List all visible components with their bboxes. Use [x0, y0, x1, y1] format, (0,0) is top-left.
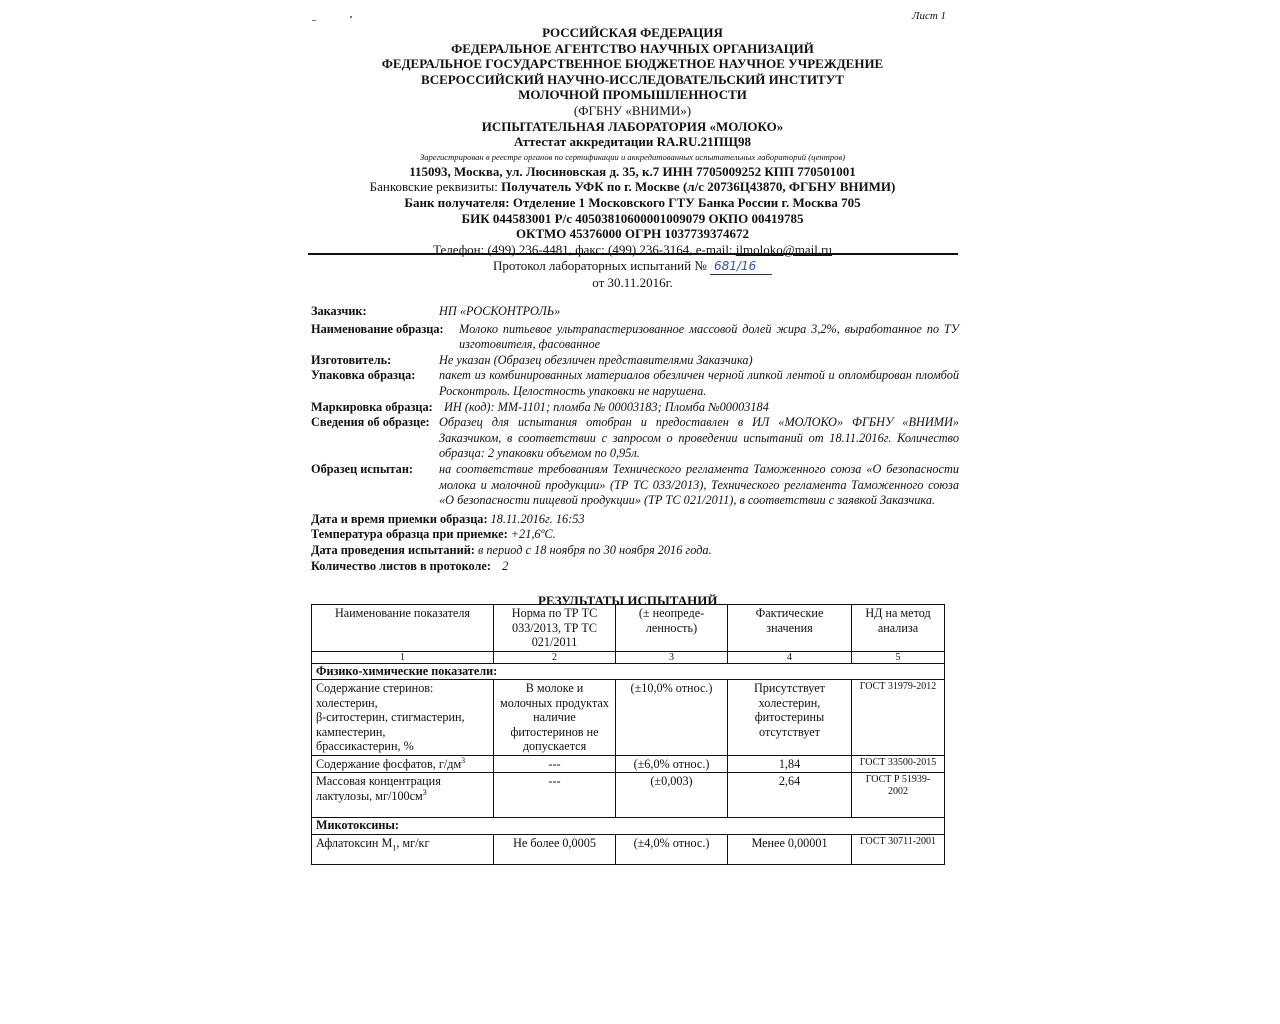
scan-speck	[350, 16, 352, 18]
document-header	[300, 25, 965, 257]
info-row-package	[311, 368, 959, 399]
info-value: 2	[502, 558, 509, 573]
info-label: Температура образца при приемке:	[311, 527, 508, 542]
bank-recipient: Получатель УФК по г. Москве (л/с 20736Ц43870, ФГБНУ ВНИМИ)	[501, 179, 896, 195]
table-row	[312, 680, 945, 756]
address: 115093, Москва, ул. Люсиновская д. 35, к.7 ИНН 7705009252 КПП 770501001	[409, 163, 856, 179]
indicator-name	[312, 773, 494, 818]
superscript: 3	[461, 755, 466, 765]
info-value: на соответствие требованиям Технического регламента Таможенного союза «О безопасности молока и молочной продукции» (ТР ТС 033/2013), Технического регламента Таможенного союза «О безопасности пищевой продукции» (ТР ТС 021/2011), в соответствии с заявкой Заказчика.	[439, 461, 959, 508]
phone-fax: Телефон: (499) 236-4481, факс: (499) 236-3164, e-mail:	[433, 241, 736, 257]
accreditation: Аттестат аккредитации RA.RU.21ПЩ98	[513, 134, 752, 150]
section-title: Микотоксины:	[312, 818, 945, 835]
header-cell: Наименование показателя	[312, 605, 494, 652]
indicator-text: Массовая концентрация лактулозы, мг/100см	[316, 774, 441, 803]
info-label: Образец испытан:	[311, 461, 414, 476]
table-row	[312, 834, 945, 865]
scan-speck	[312, 20, 316, 21]
column-number: 2	[494, 651, 616, 663]
info-row-marking	[311, 400, 959, 416]
bik-account: БИК 044583001 Р/с 40503810600001009079 ОКПО 00419785	[461, 210, 804, 226]
bank-details	[300, 179, 965, 195]
actual-value: Менее 0,00001	[728, 834, 852, 865]
indicator-line: β-ситостерин, стигмастерин,	[316, 710, 465, 724]
method-value: ГОСТ 33500-2015	[852, 755, 945, 773]
method-value: ГОСТ 31979-2012	[852, 680, 945, 756]
subscript: 1	[392, 842, 397, 852]
section-title: Физико-химические показатели:	[312, 663, 945, 680]
bank-label: Банковские реквизиты:	[369, 179, 498, 195]
header-divider	[308, 253, 958, 255]
section-row	[312, 663, 945, 680]
info-value: Не указан (Образец обезличен представителями Заказчика)	[439, 352, 753, 367]
header-cell: Фактические значения	[728, 605, 852, 652]
header-line: РОССИЙСКАЯ ФЕДЕРАЦИЯ	[542, 25, 723, 40]
info-label: Заказчик:	[311, 304, 367, 318]
info-label: Маркировка образца:	[311, 399, 433, 414]
uncertainty-value: (±10,0% относ.)	[616, 680, 728, 756]
uncertainty-value: (±6,0% относ.)	[616, 755, 728, 773]
uncertainty-value: (±0,003)	[616, 773, 728, 818]
indicator-text: Афлатоксин М	[316, 835, 393, 850]
indicator-unit: , мг/кг	[396, 835, 430, 850]
column-number: 5	[852, 651, 945, 663]
superscript: 3	[422, 787, 427, 797]
header-cell: НД на метод анализа	[852, 605, 945, 652]
info-row-test-dates	[311, 543, 959, 559]
section-row	[312, 818, 945, 835]
results-title-text: РЕЗУЛЬТАТЫ ИСПЫТАНИЙ	[538, 593, 718, 608]
email-link[interactable]: ilmoloko@mail.ru	[735, 241, 832, 257]
table-row	[312, 755, 945, 773]
info-label: Дата и время приемки образца:	[311, 511, 488, 526]
info-label: Дата проведения испытаний:	[311, 542, 475, 557]
info-row-customer	[311, 304, 959, 320]
indicator-line: брассикастерин, %	[316, 739, 414, 753]
info-label: Количество листов в протоколе:	[311, 558, 491, 573]
info-row-tested	[311, 462, 959, 509]
norm-value: Не более 0,0005	[494, 834, 616, 865]
header-line: ВСЕРОССИЙСКИЙ НАУЧНО-ИССЛЕДОВАТЕЛЬСКИЙ ИНСТИТУТ	[421, 71, 844, 87]
info-row-about	[311, 415, 959, 462]
info-value: в период с 18 ноября по 30 ноября 2016 года.	[477, 542, 712, 557]
bank-recipient-bank: Банк получателя: Отделение 1 Московского ГТУ Банка России г. Москва 705	[404, 194, 861, 210]
info-row-received	[311, 512, 959, 528]
protocol-date: от 30.11.2016г.	[592, 275, 673, 290]
registry-note: Зарегистрирован в реестре органов по сертификации и аккредитованных испытательных лабораторий (центров)	[419, 151, 846, 162]
protocol-label: Протокол лабораторных испытаний №	[492, 258, 707, 273]
column-number: 4	[728, 651, 852, 663]
info-label: Изготовитель:	[311, 352, 392, 367]
info-value: НП «РОСКОНТРОЛЬ»	[439, 304, 561, 318]
header-line: МОЛОЧНОЙ ПРОМЫШЛЕННОСТИ	[518, 87, 747, 103]
indicator-name	[312, 680, 494, 756]
norm-value: ---	[494, 773, 616, 818]
info-value: 18.11.2016г. 16:53	[490, 511, 585, 526]
info-row-temperature	[311, 527, 959, 543]
info-row-sheets	[311, 559, 959, 575]
info-label: Сведения об образце:	[311, 415, 430, 430]
header-line: ФЕДЕРАЛЬНОЕ АГЕНТСТВО НАУЧНЫХ ОРГАНИЗАЦИЙ	[451, 40, 814, 56]
info-value: пакет из комбинированных материалов обезличен черной липкой лентой и опломбирован пломбой Росконтроль. Целостность упаковки не нарушена.	[439, 368, 959, 398]
info-label: Наименование образца:	[311, 321, 444, 336]
column-number-row	[312, 651, 945, 663]
norm-value: ---	[494, 755, 616, 773]
sample-info	[311, 304, 959, 574]
header-line: ФЕДЕРАЛЬНОЕ ГОСУДАРСТВЕННОЕ БЮДЖЕТНОЕ НАУЧНОЕ УЧРЕЖДЕНИЕ	[381, 56, 884, 72]
column-number: 1	[312, 651, 494, 663]
info-value: Молоко питьевое ультрапастеризованное массовой долей жира 3,2%, выработанное по ТУ изготовителя, фасованное	[459, 321, 959, 352]
oktmo-ogrn: ОКТМО 45376000 ОГРН 1037739374672	[515, 226, 750, 242]
info-row-sample	[311, 322, 959, 353]
column-number: 3	[616, 651, 728, 663]
indicator-line: кампестерин,	[316, 724, 386, 739]
actual-value: 1,84	[728, 755, 852, 773]
actual-value: 2,64	[728, 773, 852, 818]
header-cell: (± неопреде-ленность)	[616, 605, 728, 652]
method-value: ГОСТ Р 51939-2002	[852, 773, 945, 818]
protocol-number: 681/16	[710, 259, 772, 275]
indicator-line: Содержание стеринов:	[316, 681, 434, 695]
info-value: +21,6ºС.	[510, 527, 556, 542]
indicator-text: Содержание фосфатов, г/дм	[316, 756, 462, 771]
org-abbreviation: (ФГБНУ «ВНИМИ»)	[573, 102, 692, 118]
indicator-name	[312, 755, 494, 773]
method-value: ГОСТ 30711-2001	[852, 834, 945, 865]
lab-name: ИСПЫТАТЕЛЬНАЯ ЛАБОРАТОРИЯ «МОЛОКО»	[481, 118, 784, 134]
actual-value: Присутствует холестерин, фитостерины отсутствует	[728, 680, 852, 756]
info-value: Образец для испытания отобран и предоставлен в ИЛ «МОЛОКО» ФГБНУ «ВНИМИ» Заказчиком, в соответствии с запросом о проведении испытаний от 18.11.2016г. Количество образца: 2 упаковки объемом по 0,95л.	[439, 415, 959, 461]
sheet-number: Лист 1	[912, 10, 947, 22]
uncertainty-value: (±4,0% относ.)	[616, 834, 728, 865]
info-row-maker	[311, 353, 959, 369]
norm-value: В молоке и молочных продуктах наличие фитостеринов не допускается	[494, 680, 616, 756]
table-header-row	[312, 605, 945, 652]
protocol-title	[300, 258, 965, 290]
info-value: ИН (код): ММ-1101; пломба № 00003183; Пломба №00003184	[444, 399, 769, 414]
table-row	[312, 773, 945, 818]
info-label: Упаковка образца:	[311, 368, 416, 383]
header-cell: Норма по ТР ТС 033/2013, ТР ТС 021/2011	[494, 605, 616, 652]
protocol-number-line	[300, 258, 965, 275]
indicator-name	[312, 834, 494, 865]
results-table	[311, 604, 945, 865]
indicator-line: холестерин,	[316, 695, 378, 710]
